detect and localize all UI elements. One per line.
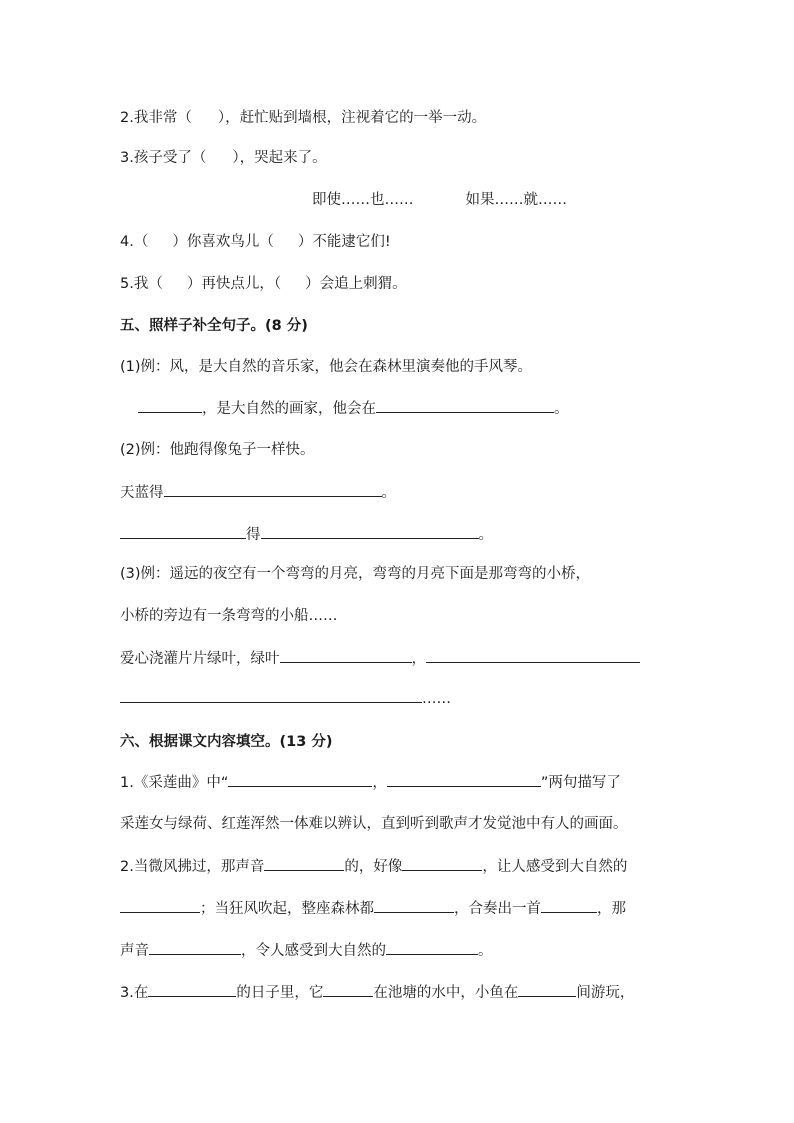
blank[interactable] — [228, 772, 372, 787]
blank[interactable] — [120, 898, 200, 913]
blank[interactable] — [386, 940, 478, 955]
s5-example-2: (2)例：他跑得像兔子一样快。 — [120, 442, 315, 458]
q4-options — [312, 190, 567, 210]
s6-q1-b: 采莲女与绿荷、红莲浑然一体难以辨认，直到听到歌声才发觉池中有人的画面。 — [120, 816, 628, 832]
blank[interactable] — [138, 398, 202, 413]
s5-fill-2a: 天蓝得 。 — [120, 482, 396, 503]
s6-q2: 2.当微风拂过，那声音 的，好像 ，让人感受到大自然的 — [120, 856, 627, 877]
blank[interactable] — [280, 648, 412, 663]
blank[interactable] — [402, 856, 482, 871]
s5-example-3a: (3)例：遥远的夜空有一个弯弯的月亮，弯弯的月亮下面是那弯弯的小桥， — [120, 566, 591, 582]
blank[interactable] — [387, 772, 541, 787]
s6-q2-c: 声音 ，令人感受到大自然的 。 — [120, 940, 493, 961]
option-a: 即使……也…… — [312, 192, 414, 208]
s5-fill-1: ，是大自然的画家，他会在 。 — [138, 398, 569, 419]
blank[interactable] — [323, 982, 373, 997]
blank[interactable] — [148, 982, 236, 997]
q4-line-3: 3.孩子受了（ ），哭起来了。 — [120, 150, 327, 166]
blank[interactable] — [376, 398, 554, 413]
blank[interactable] — [120, 524, 246, 539]
blank[interactable] — [164, 482, 382, 497]
blank[interactable] — [518, 982, 576, 997]
blank[interactable] — [261, 524, 479, 539]
blank[interactable] — [120, 688, 422, 703]
s5-fill-3b: …… — [120, 688, 451, 709]
s5-fill-3a: 爱心浇灌片片绿叶，绿叶 ， — [120, 648, 640, 669]
blank[interactable] — [374, 898, 454, 913]
q4-line-4: 4.（ ）你喜欢鸟儿（ ）不能逮它们! — [120, 234, 391, 250]
option-b: 如果……就…… — [465, 192, 567, 208]
blank[interactable] — [426, 648, 640, 663]
section-5-title: 五、照样子补全句子。(8 分) — [120, 318, 308, 334]
s5-example-3b: 小桥的旁边有一条弯弯的小船…… — [120, 608, 338, 624]
s6-q2-b: ；当狂风吹起，整座森林都 ，合奏出一首 ，那 — [120, 898, 626, 919]
s5-fill-2b: 得 。 — [120, 524, 493, 545]
section-6-title: 六、根据课文内容填空。(13 分) — [120, 734, 333, 750]
s6-q1: 1.《采莲曲》中“ ， ”两句描写了 — [120, 772, 621, 793]
blank[interactable] — [264, 856, 344, 871]
blank[interactable] — [149, 940, 241, 955]
q4-line-5: 5.我（ ）再快点儿，（ ）会追上刺猬。 — [120, 276, 407, 292]
s5-example-1: (1)例：风，是大自然的音乐家，他会在森林里演奏他的手风琴。 — [120, 359, 533, 375]
q4-line-2: 2.我非常（ ），赶忙贴到墙根，注视着它的一举一动。 — [120, 110, 487, 126]
blank[interactable] — [541, 898, 597, 913]
s6-q3: 3.在 的日子里，它 在池塘的水中，小鱼在 间游玩， — [120, 982, 634, 1003]
